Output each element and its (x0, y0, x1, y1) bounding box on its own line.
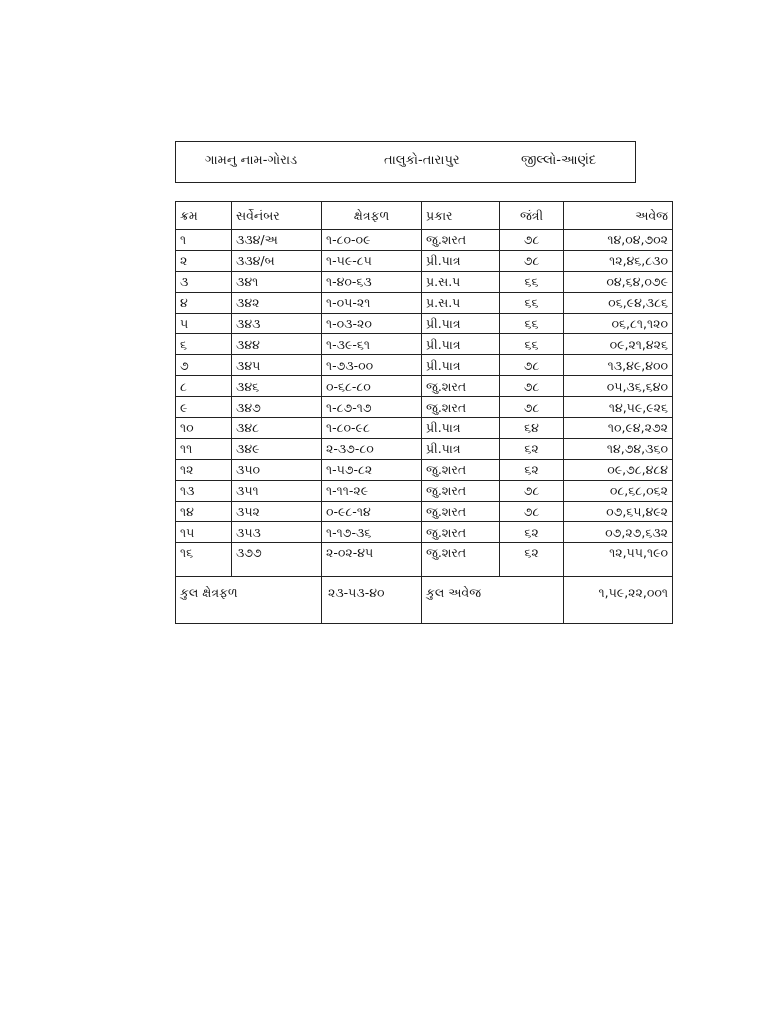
column-header-area: ક્ષેત્રફળ (322, 202, 422, 230)
table-row (176, 292, 673, 313)
cell-jantri: ૭૮ (500, 230, 564, 251)
table-row (176, 522, 673, 543)
table-row (176, 271, 673, 292)
cell-type: જુ.શરત (422, 480, 500, 501)
cell-survey-number: ૩૩૪/અ (232, 230, 322, 251)
table-row (176, 230, 673, 251)
cell-survey-number: ૩૪૨ (232, 292, 322, 313)
village-header-box (175, 141, 636, 183)
cell-type: જુ.શરત (422, 522, 500, 543)
cell-serial: ૭ (176, 355, 232, 376)
cell-type: પ્રી.પાત્ર (422, 250, 500, 271)
cell-area: ૧-૫૯-૮૫ (322, 250, 422, 271)
cell-survey-number: ૩૪૩ (232, 313, 322, 334)
column-header-survey-number: સર્વેનંબર (232, 202, 322, 230)
cell-area: ૧-૭૩-૦૦ (322, 355, 422, 376)
table-row (176, 334, 673, 355)
cell-jantri: ૭૮ (500, 376, 564, 397)
cell-jantri: ૭૮ (500, 355, 564, 376)
cell-type: પ્રી.પાત્ર (422, 418, 500, 439)
cell-compensation: ૧૨,૪૬,૮૩૦ (564, 250, 673, 271)
cell-survey-number: ૩૫૨ (232, 501, 322, 522)
cell-type: જુ.શરત (422, 543, 500, 577)
cell-compensation: ૦૭,૬૫,૪૯૨ (564, 501, 673, 522)
cell-compensation: ૦૯,૨૧,૪૨૬ (564, 334, 673, 355)
cell-jantri: ૬૨ (500, 459, 564, 480)
cell-jantri: ૬૬ (500, 271, 564, 292)
cell-serial: ૧૧ (176, 438, 232, 459)
cell-jantri: ૭૮ (500, 397, 564, 418)
cell-area: ૧-૩૯-૬૧ (322, 334, 422, 355)
cell-serial: ૧૨ (176, 459, 232, 480)
table-row (176, 543, 673, 577)
table-row (176, 397, 673, 418)
cell-type: પ્રી.પાત્ર (422, 334, 500, 355)
total-area-value: ૨૩-૫૩-૪૦ (322, 577, 422, 624)
cell-serial: ૧૦ (176, 418, 232, 439)
cell-serial: ૯ (176, 397, 232, 418)
cell-compensation: ૦૯,૭૮,૪૮૪ (564, 459, 673, 480)
table-row (176, 501, 673, 522)
cell-type: જુ.શરત (422, 397, 500, 418)
cell-type: જુ.શરત (422, 459, 500, 480)
cell-type: પ્રી.પાત્ર (422, 355, 500, 376)
cell-type: પ્ર.સ.પ (422, 292, 500, 313)
cell-survey-number: ૩૫૦ (232, 459, 322, 480)
cell-serial: ૧ (176, 230, 232, 251)
table-row (176, 438, 673, 459)
cell-compensation: ૦૫,૩૬,૬૪૦ (564, 376, 673, 397)
cell-area: ૦-૬૮-૮૦ (322, 376, 422, 397)
cell-compensation: ૦૮,૬૮,૦૬૨ (564, 480, 673, 501)
cell-area: ૧-૧૧-૨૯ (322, 480, 422, 501)
cell-survey-number: ૩૫૩ (232, 522, 322, 543)
total-compensation-value: ૧,૫૯,૨૨,૦૦૧ (564, 577, 673, 624)
cell-compensation: ૧૪,૭૪,૩૬૦ (564, 438, 673, 459)
cell-area: ૨-૦૨-૪૫ (322, 543, 422, 577)
taluka-name: તાલુકો-તારાપુર (384, 153, 460, 168)
cell-jantri: ૬૬ (500, 334, 564, 355)
cell-area: ૧-૧૭-૩૬ (322, 522, 422, 543)
table-row (176, 313, 673, 334)
cell-area: ૧-૫૭-૮૨ (322, 459, 422, 480)
cell-type: પ્ર.સ.પ (422, 271, 500, 292)
table-row (176, 250, 673, 271)
cell-survey-number: ૩૪૯ (232, 438, 322, 459)
cell-survey-number: ૩૪૭ (232, 397, 322, 418)
cell-compensation: ૧૪,૦૪,૭૦૨ (564, 230, 673, 251)
village-name: ગામનુ નામ-ગોરાડ (205, 153, 298, 168)
cell-type: જુ.શરત (422, 376, 500, 397)
cell-serial: ૨ (176, 250, 232, 271)
cell-jantri: ૬૪ (500, 418, 564, 439)
cell-survey-number: ૩૪૪ (232, 334, 322, 355)
cell-serial: ૫ (176, 313, 232, 334)
cell-jantri: ૬૨ (500, 438, 564, 459)
cell-serial: ૬ (176, 334, 232, 355)
total-area-label: કુલ ક્ષેત્રફળ (176, 577, 322, 624)
cell-survey-number: ૩૭૭ (232, 543, 322, 577)
cell-jantri: ૭૮ (500, 480, 564, 501)
cell-compensation: ૦૭,૨૭,૬૩૨ (564, 522, 673, 543)
table-row (176, 418, 673, 439)
column-header-type: પ્રકાર (422, 202, 500, 230)
cell-compensation: ૦૬,૯૪,૩૮૬ (564, 292, 673, 313)
cell-serial: ૧૩ (176, 480, 232, 501)
cell-serial: ૧૬ (176, 543, 232, 577)
cell-jantri: ૬૬ (500, 313, 564, 334)
cell-survey-number: ૩૪૮ (232, 418, 322, 439)
cell-serial: ૧૪ (176, 501, 232, 522)
column-header-jantri: જંત્રી (500, 202, 564, 230)
column-header-compensation: અવેજ (564, 202, 673, 230)
cell-type: જુ.શરત (422, 230, 500, 251)
cell-area: ૧-૮૦-૦૯ (322, 230, 422, 251)
cell-serial: ૩ (176, 271, 232, 292)
land-records-table (175, 201, 673, 624)
cell-survey-number: ૩૫૧ (232, 480, 322, 501)
cell-serial: ૮ (176, 376, 232, 397)
cell-jantri: ૬૨ (500, 543, 564, 577)
cell-survey-number: ૩૪૧ (232, 271, 322, 292)
cell-area: ૧-૮૦-૯૮ (322, 418, 422, 439)
table-row (176, 480, 673, 501)
cell-jantri: ૭૮ (500, 250, 564, 271)
cell-area: ૧-૪૦-૬૩ (322, 271, 422, 292)
district-name: જીલ્લો-આણંદ (521, 153, 597, 168)
cell-jantri: ૬૨ (500, 522, 564, 543)
cell-area: ૧-૦૫-૨૧ (322, 292, 422, 313)
cell-compensation: ૦૬,૮૧,૧૨૦ (564, 313, 673, 334)
cell-type: પ્રી.પાત્ર (422, 438, 500, 459)
totals-row (176, 577, 673, 624)
cell-survey-number: ૩૩૪/બ (232, 250, 322, 271)
table-body (176, 230, 673, 577)
total-compensation-label: કુલ અવેજ (422, 577, 564, 624)
cell-serial: ૪ (176, 292, 232, 313)
cell-area: ૧-૮૭-૧૭ (322, 397, 422, 418)
cell-compensation: ૧૦,૯૪,૨૭૨ (564, 418, 673, 439)
table-row (176, 355, 673, 376)
cell-survey-number: ૩૪૫ (232, 355, 322, 376)
cell-survey-number: ૩૪૬ (232, 376, 322, 397)
cell-type: પ્રી.પાત્ર (422, 313, 500, 334)
cell-jantri: ૭૮ (500, 501, 564, 522)
column-header-serial: ક્રમ (176, 202, 232, 230)
cell-compensation: ૧૨,૫૫,૧૯૦ (564, 543, 673, 577)
table-row (176, 459, 673, 480)
cell-compensation: ૦૪,૬૪,૦૭૯ (564, 271, 673, 292)
cell-type: જુ.શરત (422, 501, 500, 522)
cell-jantri: ૬૬ (500, 292, 564, 313)
cell-compensation: ૧૩,૪૯,૪૦૦ (564, 355, 673, 376)
cell-area: ૧-૦૩-૨૦ (322, 313, 422, 334)
table-header-row (176, 202, 673, 230)
cell-area: ૨-૩૭-૮૦ (322, 438, 422, 459)
table-row (176, 376, 673, 397)
cell-area: ૦-૯૮-૧૪ (322, 501, 422, 522)
cell-compensation: ૧૪,૫૯,૯૨૬ (564, 397, 673, 418)
cell-serial: ૧૫ (176, 522, 232, 543)
